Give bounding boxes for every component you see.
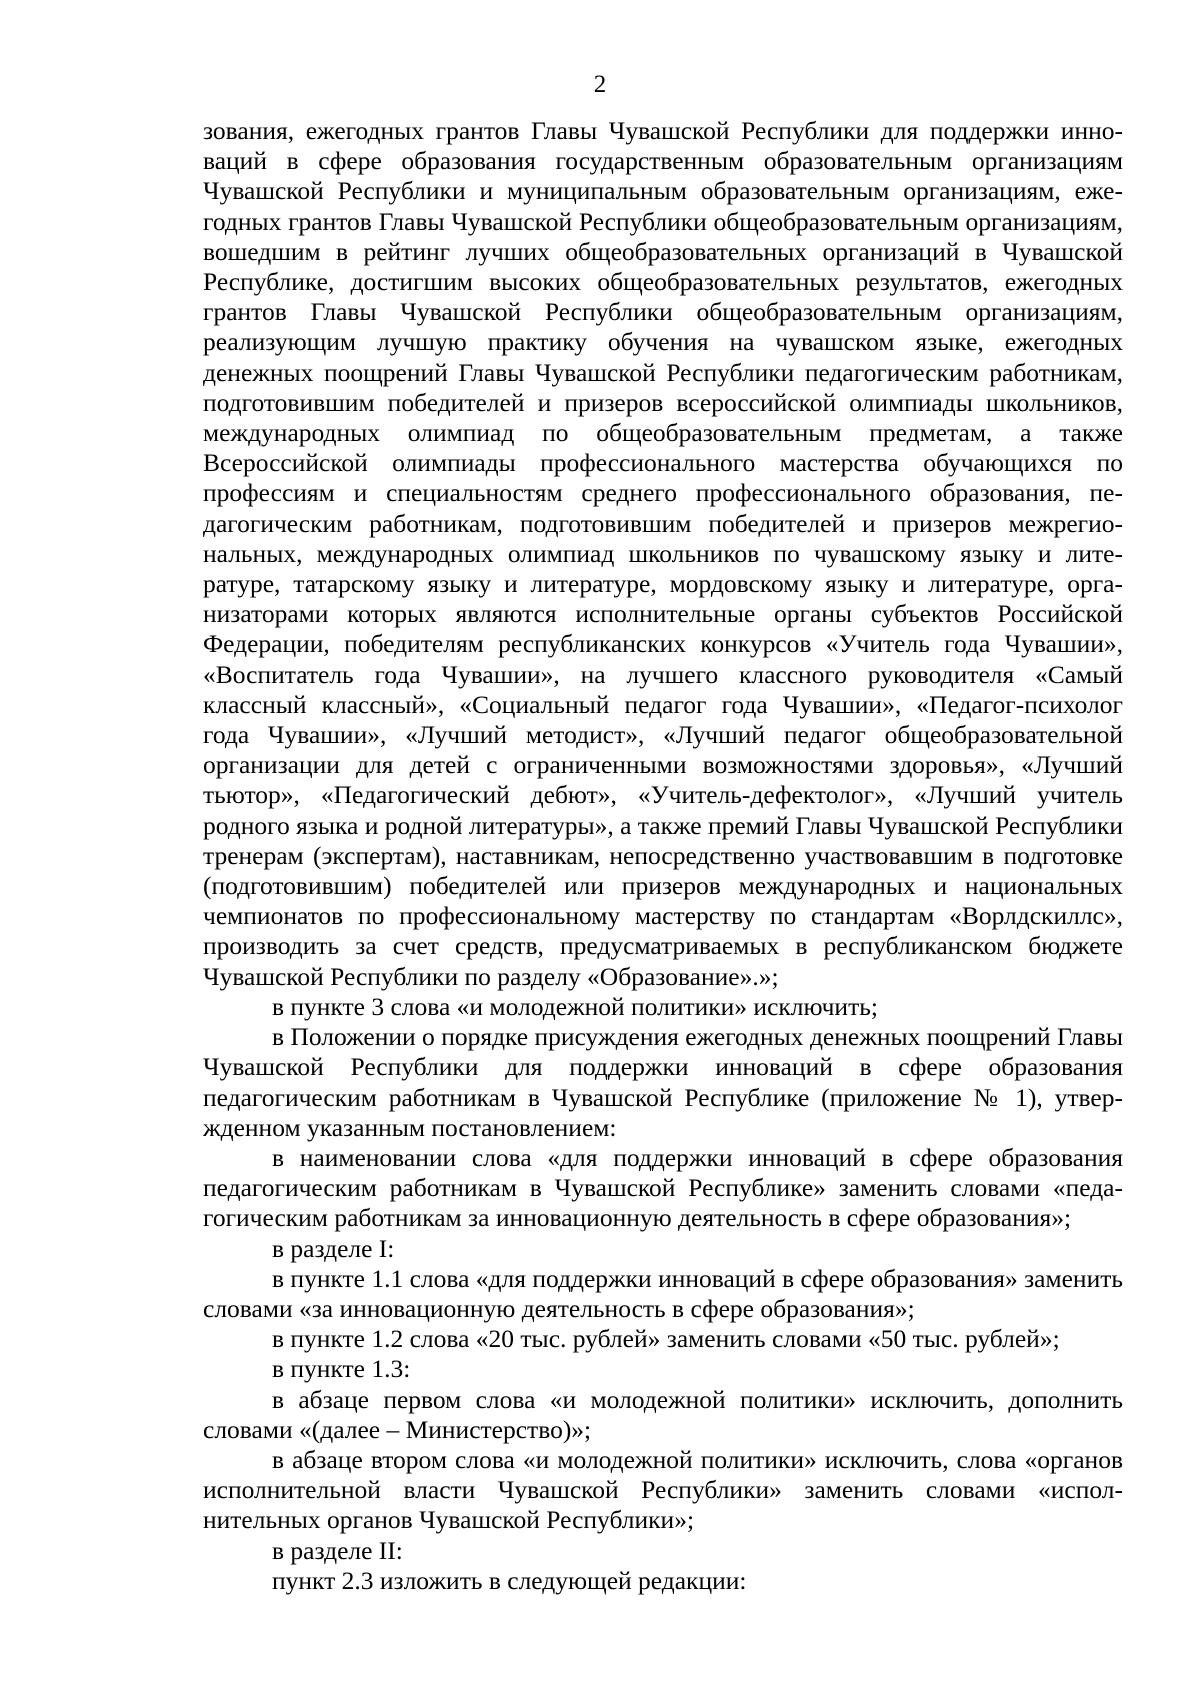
paragraph-item-2-3: пункт 2.3 изложить в следующей редакции: — [272, 1565, 747, 1595]
paragraph-section-1: в разделе I: — [272, 1233, 395, 1263]
paragraph-abzac-1: в абзаце первом слова «и молодежной политики» исключить, дополнить словами «(далее – Министерство)»; — [203, 1384, 1123, 1444]
document-body — [203, 116, 1123, 1596]
page-number: 2 — [593, 71, 607, 98]
paragraph-title-change: в наименовании слова «для поддержки инноваций в сфере образования педагогическим работникам в Чувашской Республике» заменить словами «педагогическим работникам за инновационную деятельность в сфере образования»; — [203, 1142, 1123, 1233]
paragraph-continuation: зования, ежегодных грантов Главы Чувашской Республики для поддержки инноваций в сфере образования государственным образовательным организациям Чувашской Республики и муниципальным образовательным организациям, ежегодных грантов Главы Чувашской Республики общеобразовательным организациям, вошедшим в рейтинг лучших общеобразовательных организаций в Чувашской Республике, достигшим высоких общеобразовательных результатов, ежегодных грантов Главы Чувашской Республики общеобразовательным организациям, реализующим лучшую практику обучения на чувашском языке, ежегодных денежных поощрений Главы Чувашской Республики педагогическим работникам, подготовившим победителей и призеров всероссийской олимпиады школьников, международных олимпиад по общеобразовательным предметам, а также Всероссийской олимпиады профессионального мастерства обучающихся по профессиям и специальностям среднего профессионального образования, педагогическим работникам, подготовившим победителей и призеров межрегиональных, международных олимпиад школьников по чувашскому языку и литературе, татарскому языку и литературе, мордовскому языку и литературе, организаторами которых являются исполнительные органы субъектов Российской Федерации, победителям республиканских конкурсов «Учитель года Чувашии», «Воспитатель года Чувашии», на лучшего классного руководителя «Самый классный классный», «Социальный педагог года Чувашии», «Педагог-психолог года Чувашии», «Лучший методист», «Лучший педагог общеобразовательной организации для детей с ограниченными возможностями здоровья», «Лучший тьютор», «Педагогический дебют», «Учитель-дефектолог», «Лучший учитель родного языка и родной литературы», а также премий Главы Чувашской Республики тренерам (экспертам), наставникам, непосредственно участвовавшим в подготовке (подготовившим) победителей или призеров международных и национальных чемпионатов по профессиональному мастерству по стандартам «Ворлдскиллс», производить за счет средств, предусматриваемых в республиканском бюджете Чувашской Республики по разделу «Образование».»; — [203, 116, 1123, 991]
paragraph-item-1-2: в пункте 1.2 слова «20 тыс. рублей» заменить словами «50 тыс. рублей»; — [272, 1324, 1060, 1354]
paragraph-section-2: в разделе II: — [272, 1535, 403, 1565]
paragraph-abzac-2: в абзаце втором слова «и молодежной политики» исключить, слова «органов исполнительной власти Чувашской Республики» заменить словами «исполнительных органов Чувашской Республики»; — [203, 1444, 1123, 1535]
paragraph-item-1-3: в пункте 1.3: — [272, 1354, 411, 1384]
paragraph-item-3: в пункте 3 слова «и молодежной политики» исключить; — [272, 991, 878, 1021]
paragraph-regulation: в Положении о порядке присуждения ежегодных денежных поощрений Главы Чувашской Республики для поддержки инноваций в сфере образования педагогическим работникам в Чувашской Республике (приложение № 1), утвержденном указанным постановлением: — [203, 1022, 1123, 1142]
paragraph-item-1-1: в пункте 1.1 слова «для поддержки инноваций в сфере образования» заменить словами «за инновационную деятельность в сфере образования»; — [203, 1263, 1123, 1323]
